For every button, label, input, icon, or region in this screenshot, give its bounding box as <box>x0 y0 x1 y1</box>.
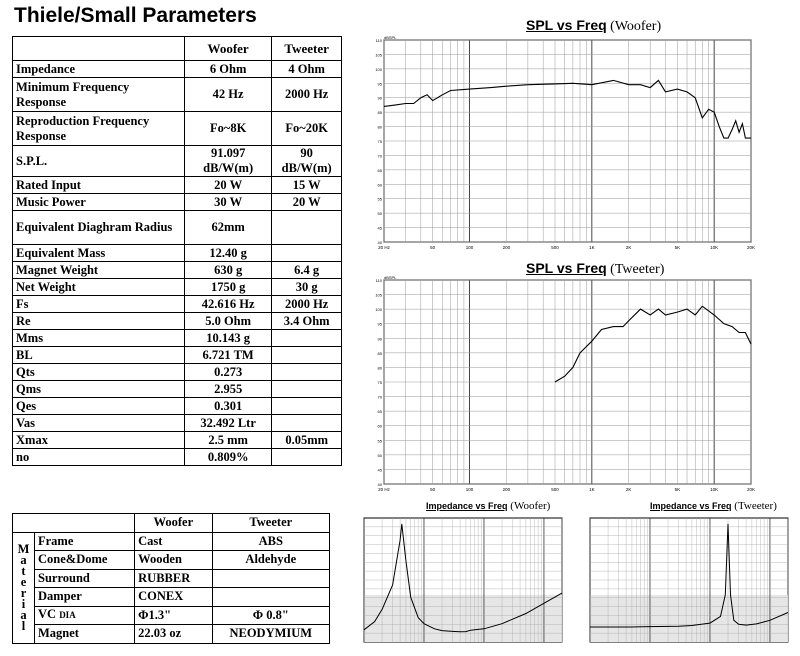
y-tick-label: 70 <box>377 394 382 400</box>
y-tick-label: 75 <box>377 380 382 385</box>
param-tweeter-value: 20 W <box>272 194 342 211</box>
param-label: Impedance <box>13 61 185 78</box>
material-woofer-value: RUBBER <box>135 569 212 588</box>
table-row <box>13 532 330 551</box>
param-label: Music Power <box>13 194 185 211</box>
table-row <box>13 177 342 194</box>
y-tick-label: 65 <box>377 167 382 173</box>
y-tick-label: 85 <box>377 350 382 356</box>
param-tweeter-value <box>272 449 342 466</box>
table-row <box>13 625 330 644</box>
material-woofer-value: Cast <box>135 532 212 551</box>
material-side-label <box>13 532 35 643</box>
param-tweeter-value: 2000 Hz <box>272 296 342 313</box>
imp-woofer-title <box>426 500 550 512</box>
material-tweeter-value: Aldehyde <box>212 551 329 570</box>
imp-tweeter-title <box>650 500 777 512</box>
table-header-row <box>13 37 342 61</box>
param-label: Vas <box>13 415 185 432</box>
param-tweeter-value <box>272 211 342 245</box>
x-tick-label: 100 <box>465 245 474 250</box>
table-row <box>13 245 342 262</box>
ts-parameters-table <box>12 36 342 466</box>
material-header-corner <box>13 514 135 533</box>
material-row-label-text: Cone&Dome <box>38 552 108 567</box>
material-woofer-value: Φ1.3" <box>135 606 212 625</box>
y-tick-label: 80 <box>377 124 382 130</box>
param-label: S.P.L. <box>13 146 185 177</box>
param-tweeter-value: 30 g <box>272 279 342 296</box>
y-tick-label: 60 <box>377 182 382 188</box>
param-woofer-value: 2.5 mm <box>184 432 271 449</box>
table-row <box>13 211 342 245</box>
y-tick-label: 55 <box>377 438 382 444</box>
material-header-row <box>13 514 330 533</box>
material-row-label-sub: DIA <box>59 610 76 621</box>
spl-tweeter-title-sub: (Tweeter) <box>610 262 665 277</box>
table-row <box>13 449 342 466</box>
param-tweeter-value <box>272 330 342 347</box>
param-label: BL <box>13 347 185 364</box>
param-label: Re <box>13 313 185 330</box>
x-tick-label: 20 Hz <box>378 245 390 250</box>
material-tweeter-value <box>212 588 329 607</box>
y-tick-label: 110 <box>375 38 382 43</box>
spl-woofer-chart <box>370 34 755 254</box>
material-woofer-value: CONEX <box>135 588 212 607</box>
table-row <box>13 381 342 398</box>
table-row <box>13 432 342 449</box>
y-tick-label: 105 <box>375 52 382 58</box>
table-row <box>13 364 342 381</box>
material-label-text: Material <box>16 541 31 630</box>
table-row <box>13 347 342 364</box>
table-row <box>13 588 330 607</box>
material-row-label-text: Magnet <box>38 626 79 641</box>
param-woofer-value: 42 Hz <box>184 78 271 112</box>
shaded-band <box>364 595 562 642</box>
material-row-label <box>35 625 135 644</box>
param-tweeter-value: 0.05mm <box>272 432 342 449</box>
y-axis-label: dBSPL <box>384 275 397 280</box>
x-tick-label: 2K <box>625 245 632 250</box>
y-tick-label: 45 <box>377 467 382 473</box>
material-row-label-text: Damper <box>38 589 82 604</box>
param-label: Rated Input <box>13 177 185 194</box>
param-tweeter-value <box>272 245 342 262</box>
param-label: Fs <box>13 296 185 313</box>
params-body <box>13 61 342 466</box>
param-woofer-value: 6.721 TM <box>184 347 271 364</box>
imp-woofer-title-main: Impedance vs Freq <box>426 501 508 511</box>
param-label: Qes <box>13 398 185 415</box>
imp-tweeter-title-main: Impedance vs Freq <box>650 501 732 511</box>
param-label: no <box>13 449 185 466</box>
imp-woofer-title-sub: (Woofer) <box>510 500 551 512</box>
table-row <box>13 78 342 112</box>
y-axis-label: dBSPL <box>384 35 397 40</box>
header-woofer: Woofer <box>184 37 271 61</box>
table-row <box>13 112 342 146</box>
table-row <box>13 296 342 313</box>
x-tick-label: 500 <box>551 245 559 250</box>
x-tick-label: 5K <box>674 245 681 250</box>
param-label: Net Weight <box>13 279 185 296</box>
y-tick-label: 100 <box>375 307 382 313</box>
x-tick-label: 1K <box>589 245 595 250</box>
param-woofer-value: 20 W <box>184 177 271 194</box>
x-tick-label: 10K <box>710 487 719 492</box>
y-tick-label: 90 <box>377 95 382 101</box>
x-tick-label: 2K <box>625 487 632 492</box>
spl-woofer-title-sub: (Woofer) <box>610 19 662 34</box>
y-tick-label: 40 <box>377 240 382 245</box>
table-row <box>13 262 342 279</box>
param-label: Qms <box>13 381 185 398</box>
table-row <box>13 569 330 588</box>
param-woofer-value: 30 W <box>184 194 271 211</box>
x-tick-label: 200 <box>502 245 511 250</box>
header-corner <box>13 37 185 61</box>
param-woofer-value: 32.492 Ltr <box>184 415 271 432</box>
param-tweeter-value <box>272 398 342 415</box>
param-woofer-value: 42.616 Hz <box>184 296 271 313</box>
material-header-tweeter: Tweeter <box>212 514 329 533</box>
table-row <box>13 279 342 296</box>
param-woofer-value: 2.955 <box>184 381 271 398</box>
y-tick-label: 70 <box>377 153 382 159</box>
material-row-label <box>35 606 135 625</box>
param-tweeter-value <box>272 347 342 364</box>
material-woofer-value: 22.03 oz <box>135 625 212 644</box>
param-tweeter-value: Fo~20K <box>272 112 342 146</box>
spl-tweeter-title-main: SPL vs Freq <box>526 260 607 276</box>
y-tick-label: 50 <box>377 211 382 217</box>
param-woofer-value: 5.0 Ohm <box>184 313 271 330</box>
param-woofer-value: 62mm <box>184 211 271 245</box>
material-header-woofer: Woofer <box>135 514 212 533</box>
material-woofer-value: Wooden <box>135 551 212 570</box>
x-tick-label: 20K <box>746 487 755 492</box>
y-tick-label: 85 <box>377 110 382 116</box>
param-label: Magnet Weight <box>13 262 185 279</box>
param-woofer-value: 91.097 dB/W(m) <box>184 146 271 177</box>
param-woofer-value: 0.301 <box>184 398 271 415</box>
material-row-label <box>35 532 135 551</box>
x-tick-label: 1K <box>589 487 595 492</box>
material-row-label <box>35 569 135 588</box>
y-tick-label: 100 <box>375 66 382 72</box>
table-row <box>13 415 342 432</box>
spl-tweeter-chart <box>370 274 755 496</box>
table-row <box>13 606 330 625</box>
y-tick-label: 55 <box>377 196 382 202</box>
x-tick-label: 5K <box>674 487 681 492</box>
y-tick-label: 80 <box>377 365 382 371</box>
y-tick-label: 40 <box>377 482 382 487</box>
param-woofer-value: 6 Ohm <box>184 61 271 78</box>
param-tweeter-value: 3.4 Ohm <box>272 313 342 330</box>
table-row <box>13 146 342 177</box>
material-table <box>12 513 330 644</box>
param-woofer-value: 10.143 g <box>184 330 271 347</box>
table-row <box>13 551 330 570</box>
material-tweeter-value: NEODYMIUM <box>212 625 329 644</box>
y-tick-label: 90 <box>377 336 382 342</box>
y-tick-label: 45 <box>377 225 382 231</box>
param-woofer-value: 630 g <box>184 262 271 279</box>
y-tick-label: 65 <box>377 409 382 415</box>
material-tweeter-value: Φ 0.8" <box>212 606 329 625</box>
impedance-tweeter-chart <box>584 512 792 650</box>
table-row <box>13 398 342 415</box>
material-row-label <box>35 588 135 607</box>
x-tick-label: 50 <box>430 245 436 250</box>
y-tick-label: 75 <box>377 139 382 144</box>
table-row <box>13 313 342 330</box>
param-tweeter-value: 90 dB/W(m) <box>272 146 342 177</box>
x-tick-label: 20 Hz <box>378 487 390 492</box>
material-row-label-text: Surround <box>38 570 90 585</box>
header-tweeter: Tweeter <box>272 37 342 61</box>
x-tick-label: 200 <box>502 487 511 492</box>
spl-woofer-title-main: SPL vs Freq <box>526 17 607 33</box>
param-tweeter-value: 6.4 g <box>272 262 342 279</box>
x-tick-label: 20K <box>746 245 755 250</box>
y-tick-label: 95 <box>377 81 382 87</box>
param-woofer-value: Fo~8K <box>184 112 271 146</box>
param-tweeter-value: 15 W <box>272 177 342 194</box>
param-label: Xmax <box>13 432 185 449</box>
param-label: Reproduction Frequency Response <box>13 112 185 146</box>
y-tick-label: 50 <box>377 452 382 458</box>
table-row <box>13 194 342 211</box>
y-tick-label: 105 <box>375 292 382 298</box>
param-tweeter-value <box>272 381 342 398</box>
param-woofer-value: 1750 g <box>184 279 271 296</box>
x-tick-label: 500 <box>551 487 559 492</box>
table-row <box>13 61 342 78</box>
param-tweeter-value: 2000 Hz <box>272 78 342 112</box>
x-tick-label: 100 <box>465 487 474 492</box>
material-row-label-text: Frame <box>38 533 74 548</box>
shaded-band <box>590 595 788 642</box>
material-tweeter-value <box>212 569 329 588</box>
param-woofer-value: 12.40 g <box>184 245 271 262</box>
material-row-label <box>35 551 135 570</box>
param-label: Equivalent Diaghram Radius <box>13 211 185 245</box>
x-tick-label: 50 <box>430 487 436 492</box>
param-woofer-value: 0.809% <box>184 449 271 466</box>
spl-woofer-title <box>526 17 661 35</box>
material-body <box>13 514 330 644</box>
imp-tweeter-title-sub: (Tweeter) <box>734 500 777 512</box>
impedance-woofer-chart <box>358 512 566 650</box>
param-woofer-value: 0.273 <box>184 364 271 381</box>
table-row <box>13 330 342 347</box>
page-title: Thiele/Small Parameters <box>14 4 257 27</box>
param-label: Mms <box>13 330 185 347</box>
y-tick-label: 110 <box>375 278 382 283</box>
param-label: Qts <box>13 364 185 381</box>
param-tweeter-value <box>272 415 342 432</box>
material-row-label-text: VC <box>38 607 57 622</box>
param-label: Minimum Frequency Response <box>13 78 185 112</box>
y-tick-label: 60 <box>377 423 382 429</box>
x-tick-label: 10K <box>710 245 719 250</box>
y-tick-label: 95 <box>377 321 382 327</box>
param-tweeter-value <box>272 364 342 381</box>
param-label: Equivalent Mass <box>13 245 185 262</box>
param-tweeter-value: 4 Ohm <box>272 61 342 78</box>
material-tweeter-value: ABS <box>212 532 329 551</box>
